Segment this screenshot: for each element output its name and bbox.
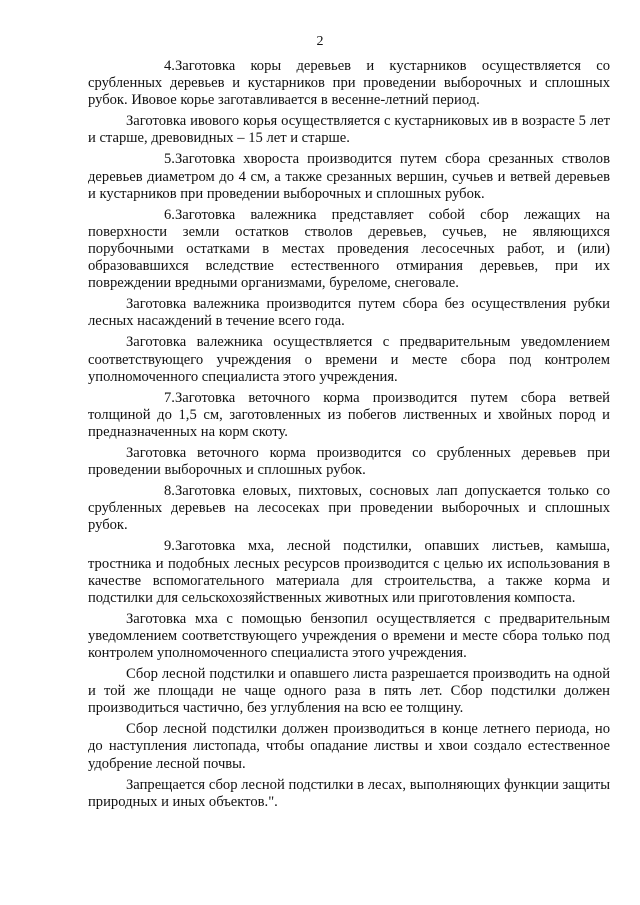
paragraph-text: Заготовка ивового корья осуществляется с кустарниковых ив в возрасте 5 лет и старше, древовидных – 15 лет и старше. [88,113,610,147]
paragraph-text: Заготовка валежника производится путем сбора без осуществления рубки лесных насаждений в течение всего года. [88,296,610,330]
paragraph-text: Заготовка мха, лесной подстилки, опавших листьев, камыша, тростника и подобных лесных ресурсов производится с целью их использования в качестве вспомогательного материала для строительства, а также корма и подстилки для сельскохозяйственных животных или приготовления компоста. [88,538,610,606]
paragraph-text: Заготовка валежника осуществляется с предварительным уведомлением соответствующего учреждения о времени и месте сбора под контролем уполномоченного специалиста этого учреждения. [88,334,610,385]
paragraph-text: Сбор лесной подстилки должен производиться в конце летнего периода, но до наступления листопада, чтобы опадание листвы и хвои создало естественное удобрение лесной почвы. [88,721,610,772]
item-number: 7. [164,389,175,406]
item-number: 4. [164,58,175,74]
paragraph [88,445,610,479]
paragraph [88,113,610,147]
paragraph-text: Запрещается сбор лесной подстилки в лесах, выполняющих функции защиты природных и иных объектов.". [88,776,610,810]
paragraph-item-6 [88,207,610,292]
item-number: 6. [164,206,175,223]
paragraph-text: Заготовка валежника представляет собой сбор лежащих на поверхности земли остатков стволов деревьев, сучьев, не являющихся порубочными остатками в местах проведения лесосечных работ, и (или) образовавшихся вследствие естественного отмирания деревьев, при их повреждении вредными организмами, буреломе, снеговале. [88,206,610,292]
paragraph-item-7 [88,390,610,441]
paragraph-text: Заготовка еловых, пихтовых, сосновых лап допускается только со срубленных деревьев на лесосеках при проведении выборочных и сплошных рубок. [88,483,610,534]
paragraph [88,334,610,385]
paragraph [88,777,610,811]
paragraph-text: Заготовка веточного корма производится путем сбора ветвей толщиной до 1,5 см, заготовленных из побегов лиственных и хвойных пород и предназначенных на корм скоту. [88,389,610,440]
paragraph-text: Заготовка веточного корма производится со срубленных деревьев при проведении выборочных и сплошных рубок. [88,444,610,479]
paragraph-text: Заготовка хвороста производится путем сбора срезанных стволов деревьев диаметром до 4 см, а также срезанных вершин, сучьев и ветвей деревьев и кустарников при проведении выборочных и сплошных рубок. [88,151,610,202]
document-body [88,58,610,815]
paragraph-item-4 [88,58,610,109]
item-number: 9. [164,538,175,555]
paragraph-item-9 [88,538,610,606]
item-number: 5. [164,151,175,168]
paragraph-item-5 [88,151,610,202]
paragraph-text: Заготовка мха с помощью бензопил осуществляется с предварительным уведомлением соответствующего учреждения о времени и месте сбора только под контролем уполномоченного специалиста этого учреждения. [88,610,610,661]
paragraph-text: Заготовка коры деревьев и кустарников осуществляется со срубленных деревьев и кустарников при проведении выборочных и сплошных рубок. Ивовое корье заготавливается в весенне-летний период. [88,58,610,109]
paragraph-text: Сбор лесной подстилки и опавшего листа разрешается производить на одной и той же площади не чаще одного раза в пять лет. Сбор подстилки должен производиться частично, без углубления на всю ее толщину. [88,666,610,717]
paragraph-item-8 [88,483,610,534]
paragraph [88,721,610,772]
paragraph [88,666,610,717]
paragraph [88,296,610,330]
paragraph [88,611,610,662]
page-number: 2 [316,34,324,49]
item-number: 8. [164,483,175,500]
